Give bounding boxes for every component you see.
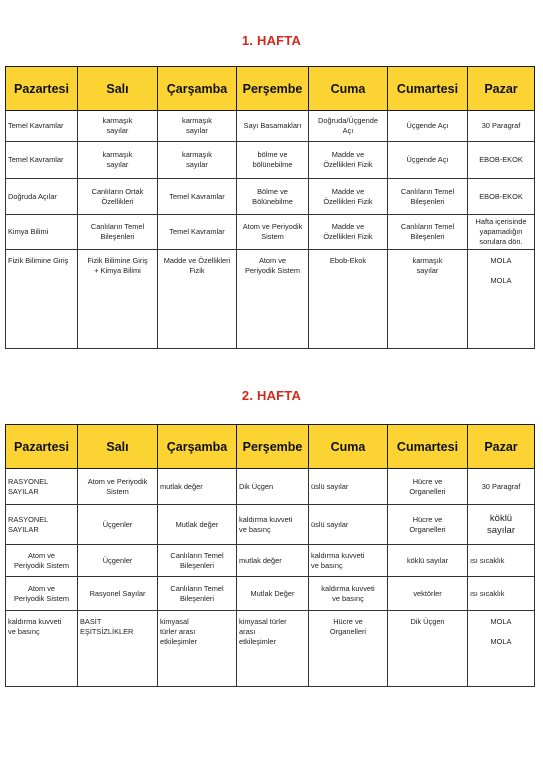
table-cell: BASİT EŞİTSİZLİKLER xyxy=(78,611,158,687)
table-cell: karmaşık sayılar xyxy=(78,142,158,179)
header-sunday: Pazar xyxy=(468,67,535,111)
table-cell: EBOB-EKOK xyxy=(468,179,535,215)
table-cell: karmaşık sayılar xyxy=(78,111,158,142)
table-cell: Madde ve Özellikleri Fizik xyxy=(309,179,388,215)
table-cell: karmaşık sayılar xyxy=(158,111,237,142)
table-cell: Hücre ve Organelleri xyxy=(309,611,388,687)
table-cell: Üçgenler xyxy=(78,505,158,545)
week-2-schedule-table xyxy=(5,424,535,687)
table-cell: üslü sayılar xyxy=(309,469,388,505)
table-cell: RASYONEL SAYILAR xyxy=(6,469,78,505)
table-cell: ısı sıcaklık xyxy=(468,545,535,577)
table-cell: RASYONEL SAYILAR xyxy=(6,505,78,545)
table-row xyxy=(6,577,535,611)
table-cell: Ebob-Ekok xyxy=(309,250,388,349)
table-cell: Canlıların Ortak Özellikleri xyxy=(78,179,158,215)
table-cell: Canlıların Temel Bileşenleri xyxy=(78,215,158,250)
table-cell: Üçgende Açı xyxy=(388,111,468,142)
header-monday: Pazartesi xyxy=(6,67,78,111)
header-thursday: Perşembe xyxy=(237,425,309,469)
header-monday: Pazartesi xyxy=(6,425,78,469)
table-row xyxy=(6,142,535,179)
header-saturday: Cumartesi xyxy=(388,425,468,469)
table-cell: Temel Kavramlar xyxy=(6,111,78,142)
table-cell: ısı sıcaklık xyxy=(468,577,535,611)
table-cell: Rasyonel Sayılar xyxy=(78,577,158,611)
table-cell: Doğruda Açılar xyxy=(6,179,78,215)
table-cell: Hücre ve Organelleri xyxy=(388,469,468,505)
table-cell: vektörler xyxy=(388,577,468,611)
table-cell: Mutlak Değer xyxy=(237,577,309,611)
table-cell: Doğruda/Üçgende Açı xyxy=(309,111,388,142)
table-cell: kaldırma kuvveti ve basınç xyxy=(309,577,388,611)
table-row xyxy=(6,469,535,505)
table-row xyxy=(6,611,535,687)
header-tuesday: Salı xyxy=(78,425,158,469)
table-cell: EBOB-EKOK xyxy=(468,142,535,179)
table-cell: Madde ve Özellikleri Fizik xyxy=(158,250,237,349)
table-cell: kaldırma kuvveti ve basınç xyxy=(237,505,309,545)
table-cell: Temel Kavramlar xyxy=(6,142,78,179)
week-1-schedule-table xyxy=(5,66,535,349)
table-cell: Atom ve Periyodik Sistem xyxy=(6,577,78,611)
header-tuesday: Salı xyxy=(78,67,158,111)
table-cell: Mutlak değer xyxy=(158,505,237,545)
table-cell: Canlıların Temel Bileşenleri xyxy=(388,179,468,215)
table-cell: Hafta içerisinde yapamadığın sorulara dön. xyxy=(468,215,535,250)
table-cell: Madde ve Özellikleri Fizik xyxy=(309,215,388,250)
table-cell: köklü sayılar xyxy=(468,505,535,545)
table-cell: Üçgenler xyxy=(78,545,158,577)
table-cell: Fizik Bilimine Giriş + Kimya Bilimi xyxy=(78,250,158,349)
table-row xyxy=(6,250,535,349)
table-row xyxy=(6,215,535,250)
table-cell: Temel Kavramlar xyxy=(158,215,237,250)
week-1-title: 1. HAFTA xyxy=(241,33,302,48)
table-cell: Kimya Bilimi xyxy=(6,215,78,250)
table-cell: kimyasal türler arası etkileşimler xyxy=(237,611,309,687)
table-cell: mutlak değer xyxy=(158,469,237,505)
table-cell: Temel Kavramlar xyxy=(158,179,237,215)
table-cell: Sayı Basamakları xyxy=(237,111,309,142)
table-cell: MOLA MOLA xyxy=(468,250,535,349)
header-row xyxy=(6,425,535,469)
header-friday: Cuma xyxy=(309,67,388,111)
header-wednesday: Çarşamba xyxy=(158,67,237,111)
header-wednesday: Çarşamba xyxy=(158,425,237,469)
table-cell: Hücre ve Organelleri xyxy=(388,505,468,545)
table-cell: Fizik Bilimine Giriş xyxy=(6,250,78,349)
table-cell: Atom ve Periyodik Sistem xyxy=(237,250,309,349)
table-cell: karmaşık sayılar xyxy=(388,250,468,349)
week-2-title: 2. HAFTA xyxy=(241,388,302,403)
table-cell: kaldırma kuvveti ve basınç xyxy=(6,611,78,687)
table-row xyxy=(6,545,535,577)
table-cell: Atom ve Periyodik Sistem xyxy=(237,215,309,250)
table-row xyxy=(6,505,535,545)
table-cell: Atom ve Periyodik Sistem xyxy=(78,469,158,505)
table-cell: MOLA MOLA xyxy=(468,611,535,687)
table-cell: karmaşık sayılar xyxy=(158,142,237,179)
table-cell: kaldırma kuvveti ve basınç xyxy=(309,545,388,577)
table-cell: mutlak değer xyxy=(237,545,309,577)
table-row xyxy=(6,179,535,215)
header-row xyxy=(6,67,535,111)
table-cell: 30 Paragraf xyxy=(468,111,535,142)
table-cell: Dik Üçgen xyxy=(237,469,309,505)
table-cell: kimyasal türler arası etkileşimler xyxy=(158,611,237,687)
table-row xyxy=(6,111,535,142)
table-cell: köklü sayılar xyxy=(388,545,468,577)
table-cell: Canlıların Temel Bileşenleri xyxy=(158,545,237,577)
table-cell: Bölme ve Bölünebilme xyxy=(237,179,309,215)
table-cell: Üçgende Açı xyxy=(388,142,468,179)
table-cell: Atom ve Periyodik Sistem xyxy=(6,545,78,577)
table-cell: üslü sayılar xyxy=(309,505,388,545)
table-cell: Canlıların Temel Bileşenleri xyxy=(388,215,468,250)
header-thursday: Perşembe xyxy=(237,67,309,111)
table-cell: bölme ve bölünebilme xyxy=(237,142,309,179)
table-cell: Dik Üçgen xyxy=(388,611,468,687)
header-sunday: Pazar xyxy=(468,425,535,469)
table-cell: 30 Paragraf xyxy=(468,469,535,505)
table-cell: Madde ve Özellikleri Fizik xyxy=(309,142,388,179)
header-friday: Cuma xyxy=(309,425,388,469)
header-saturday: Cumartesi xyxy=(388,67,468,111)
table-cell: Canlıların Temel Bileşenleri xyxy=(158,577,237,611)
